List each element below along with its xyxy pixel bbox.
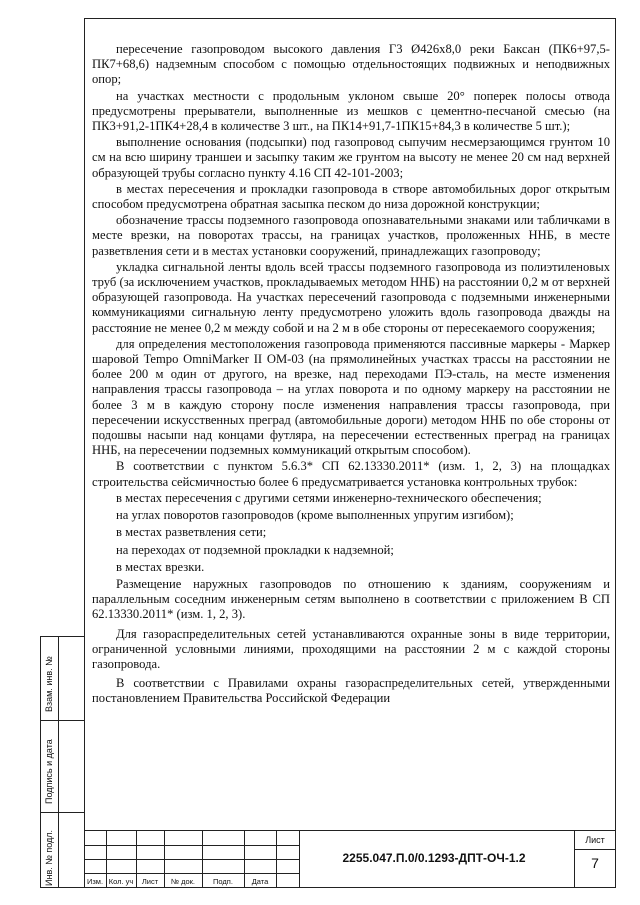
document-code: 2255.047.П.0/0.1293-ДПТ-ОЧ-1.2 xyxy=(342,851,526,865)
stamp-header-doc: № док. xyxy=(170,877,196,886)
paragraph: Размещение наружных газопроводов по отношению к зданиям, сооружениям и параллельным соседним инженерным сетям выполнено в соответствии с приложением В СП 62.13330.2011* (изм. 1, 2, 3). xyxy=(92,576,610,622)
paragraph: выполнение основания (подсыпки) под газопровод сыпучим несмерзающимся грунтом 10 см на всю ширину траншеи и засыпку таким же грунтом на высоту не менее 20 см над верхней образующей трубы согласно пункту 4.16 СП 42-101-2003; xyxy=(92,135,610,180)
paragraph: в местах пересечения и прокладки газопровода в створе автомобильных дорог открытым способом предусмотрена обратная засыпка песком до низа дорожной конструкции; xyxy=(92,181,610,212)
paragraph: В соответствии с пунктом 5.6.3* СП 62.13330.2011* (изм. 1, 2, 3) на площадках строительства сейсмичностью более 6 предусматривается установка контрольных трубок: xyxy=(92,459,610,489)
sheet-label: Лист xyxy=(585,835,605,845)
side-row-line xyxy=(40,720,84,721)
inv-label: Инв. № подл. xyxy=(44,829,54,886)
paragraph: на участках местности с продольным уклоном свыше 20° поперек полосы отвода предусмотрены прерыватели, выполненные из мешков с цементно-песчаной смесью (на ПК3+91,2-1ПК4+28,4 в количестве 3 шт., на ПК14+91,7-1ПК15+84,3 в количестве 5 шт.); xyxy=(92,88,610,134)
paragraph: В соответствии с Правилами охраны газораспределительных сетей, утвержденными постановлением Правительства Российской Федерации xyxy=(92,676,610,706)
stamp-col-line xyxy=(276,831,277,888)
list-item: в местах врезки. xyxy=(116,559,205,574)
stamp-header-data: Дата xyxy=(251,877,269,886)
stamp-header-podp: Подп. xyxy=(213,877,233,886)
paragraph: пересечение газопроводом высокого давления Г3 Ø426х8,0 реки Баксан (ПК6+97,5-ПК7+68,6) надземным способом с помощью отдельностоящих подвижных и неподвижных опор; xyxy=(92,42,610,87)
stamp-col-line xyxy=(299,831,300,888)
document-body xyxy=(92,42,610,708)
side-row-line xyxy=(40,812,84,813)
stamp-header-kol: Кол. уч xyxy=(108,877,134,886)
stamp-header-list: Лист xyxy=(141,877,159,886)
paragraph: Для газораспределительных сетей устанавливаются охранные зоны в виде территории, ограниченной условными линиями, проходящими на расстоянии 2 м с каждой стороны газопровода. xyxy=(92,626,610,671)
stamp-header-izm: Изм. xyxy=(86,877,104,886)
list-item: в местах разветвления сети; xyxy=(116,525,267,540)
paragraph: укладка сигнальной ленты вдоль всей трассы подземного газопровода из полиэтиленовых труб (за исключением участков, прокладываемых методом ННБ) на расстоянии 0,2 м от верхней образующей газопровода. На участках пересечений газопровода с подземными инженерными коммуникациями сигнальную ленту предусмотрено уложить вдоль газопровода дважды на расстояние не менее 0,2 м между собой и на 2 м в обе стороны от пересекаемого сооружения; xyxy=(92,259,610,335)
vzam-label: Взам. инв. № xyxy=(44,656,54,712)
title-block xyxy=(84,830,616,888)
paragraph: обозначение трассы подземного газопровода опознавательными знаками или табличками в месте врезки, на поворотах трассы, на границах участков, проложенных ННБ, в месте разветвления сети и в местах установки сооружений, принадлежащих газопроводу; xyxy=(92,213,610,258)
stamp-row-line xyxy=(84,873,299,874)
stamp-row-line xyxy=(84,859,299,860)
paragraph: для определения местоположения газопровода применяются пассивные маркеры - Маркер шаровой Tempo OmniMarker II OM-03 (на прямолинейных участках трассы на расстоянии не более 200 м один от другого, на врезке, над переходами ПЭ-сталь, на месте изменения направления трассы газопровода – на углах поворота и по одному маркеру на расстоянии не более 3 м в каждую сторону после изменения направления трассы газопровода, при пересечении искусственных преград (автомобильные дороги) методом ННБ по обе стороны от подошвы насыпи над концами футляра, на пересечении естественных преград на границах ННБ, на пересечении подземных коммуникаций открытым способом). xyxy=(92,336,610,458)
podpis-label: Подпись и дата xyxy=(44,739,54,804)
list-item: в местах пересечения с другими сетями инженерно-технического обеспечения; xyxy=(116,490,542,505)
list-item: на углах поворотов газопроводов (кроме выполненных упругим изгибом); xyxy=(116,508,514,523)
sheet-divider xyxy=(574,849,616,850)
side-divider xyxy=(58,636,59,888)
sheet-number: 7 xyxy=(591,855,599,871)
stamp-row-line xyxy=(84,845,299,846)
list-item: на переходах от подземной прокладки к надземной; xyxy=(116,542,394,557)
